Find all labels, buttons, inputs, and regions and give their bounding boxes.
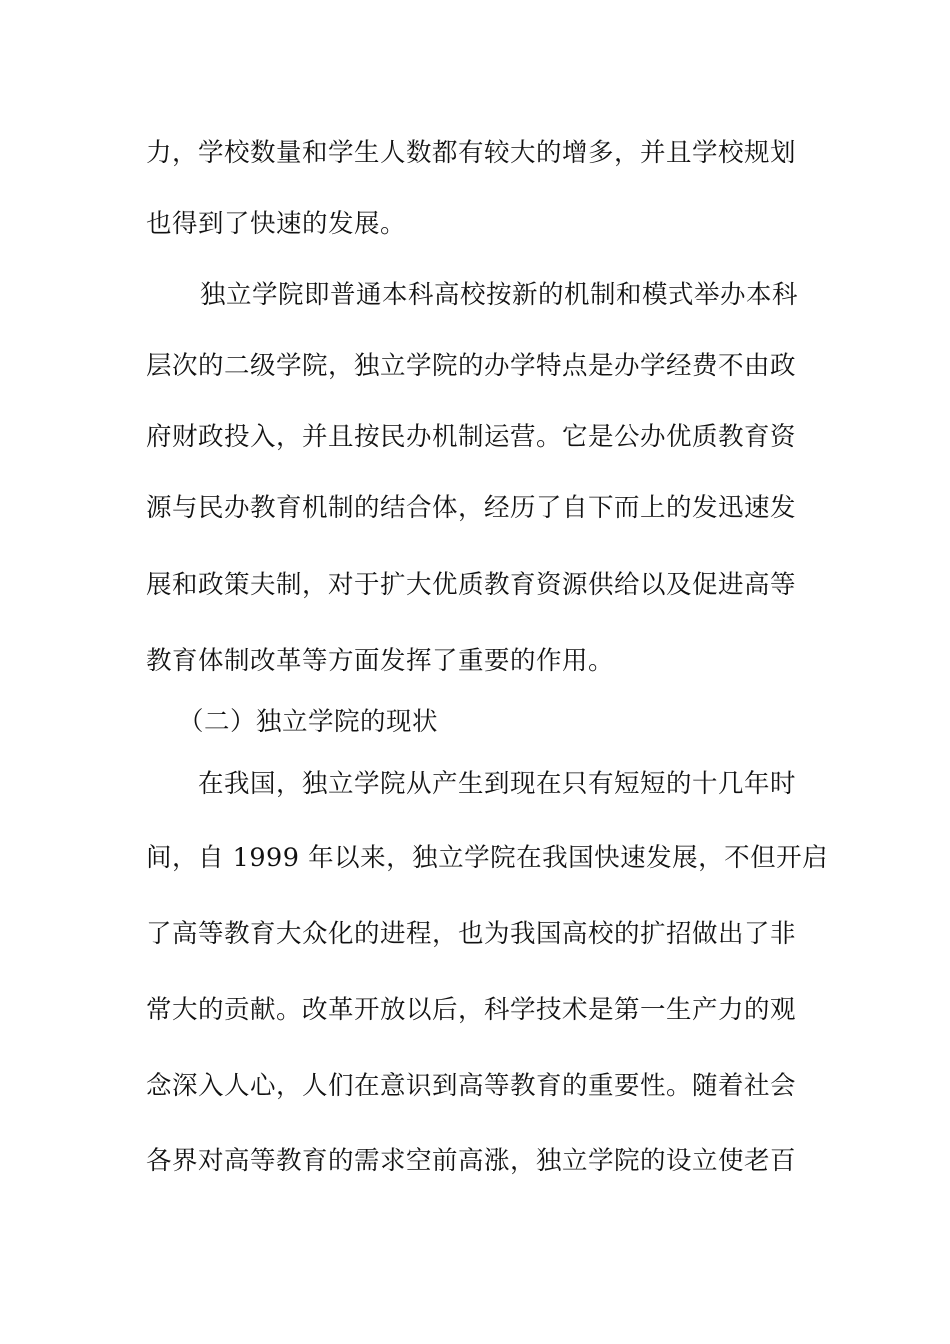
text-line: 府财政投入，并且按民办机制运营。它是公办优质教育资 xyxy=(146,422,797,452)
text-line: 也得到了快速的发展。 xyxy=(146,209,407,239)
text-line: 层次的二级学院，独立学院的办学特点是办学经费不由政 xyxy=(146,351,797,381)
text-line: 展和政策夫制，对于扩大优质教育资源供给以及促进高等 xyxy=(146,570,797,600)
section-heading: （二）独立学院的现状 xyxy=(178,707,439,737)
text-line: 源与民办教育机制的结合体，经历了自下而上的发迅速发 xyxy=(146,493,797,523)
text-line: 常大的贡献。改革开放以后，科学技术是第一生产力的观 xyxy=(146,995,797,1025)
paragraph-first-line: 在我国，独立学院从产生到现在只有短短的十几年时 xyxy=(198,769,797,799)
text-line: 教育体制改革等方面发挥了重要的作用。 xyxy=(146,646,615,676)
text-line: 了高等教育大众化的进程，也为我国高校的扩招做出了非 xyxy=(146,919,797,949)
text-line: 各界对高等教育的需求空前高涨，独立学院的设立使老百 xyxy=(146,1146,797,1176)
paragraph-first-line: 独立学院即普通本科高校按新的机制和模式举办本科 xyxy=(200,280,799,310)
text-line: 间，自 1999 年以来，独立学院在我国快速发展，不但开启 xyxy=(146,843,829,873)
text-line: 力，学校数量和学生人数都有较大的增多，并且学校规划 xyxy=(146,138,797,168)
text-line: 念深入人心，人们在意识到高等教育的重要性。随着社会 xyxy=(146,1071,797,1101)
